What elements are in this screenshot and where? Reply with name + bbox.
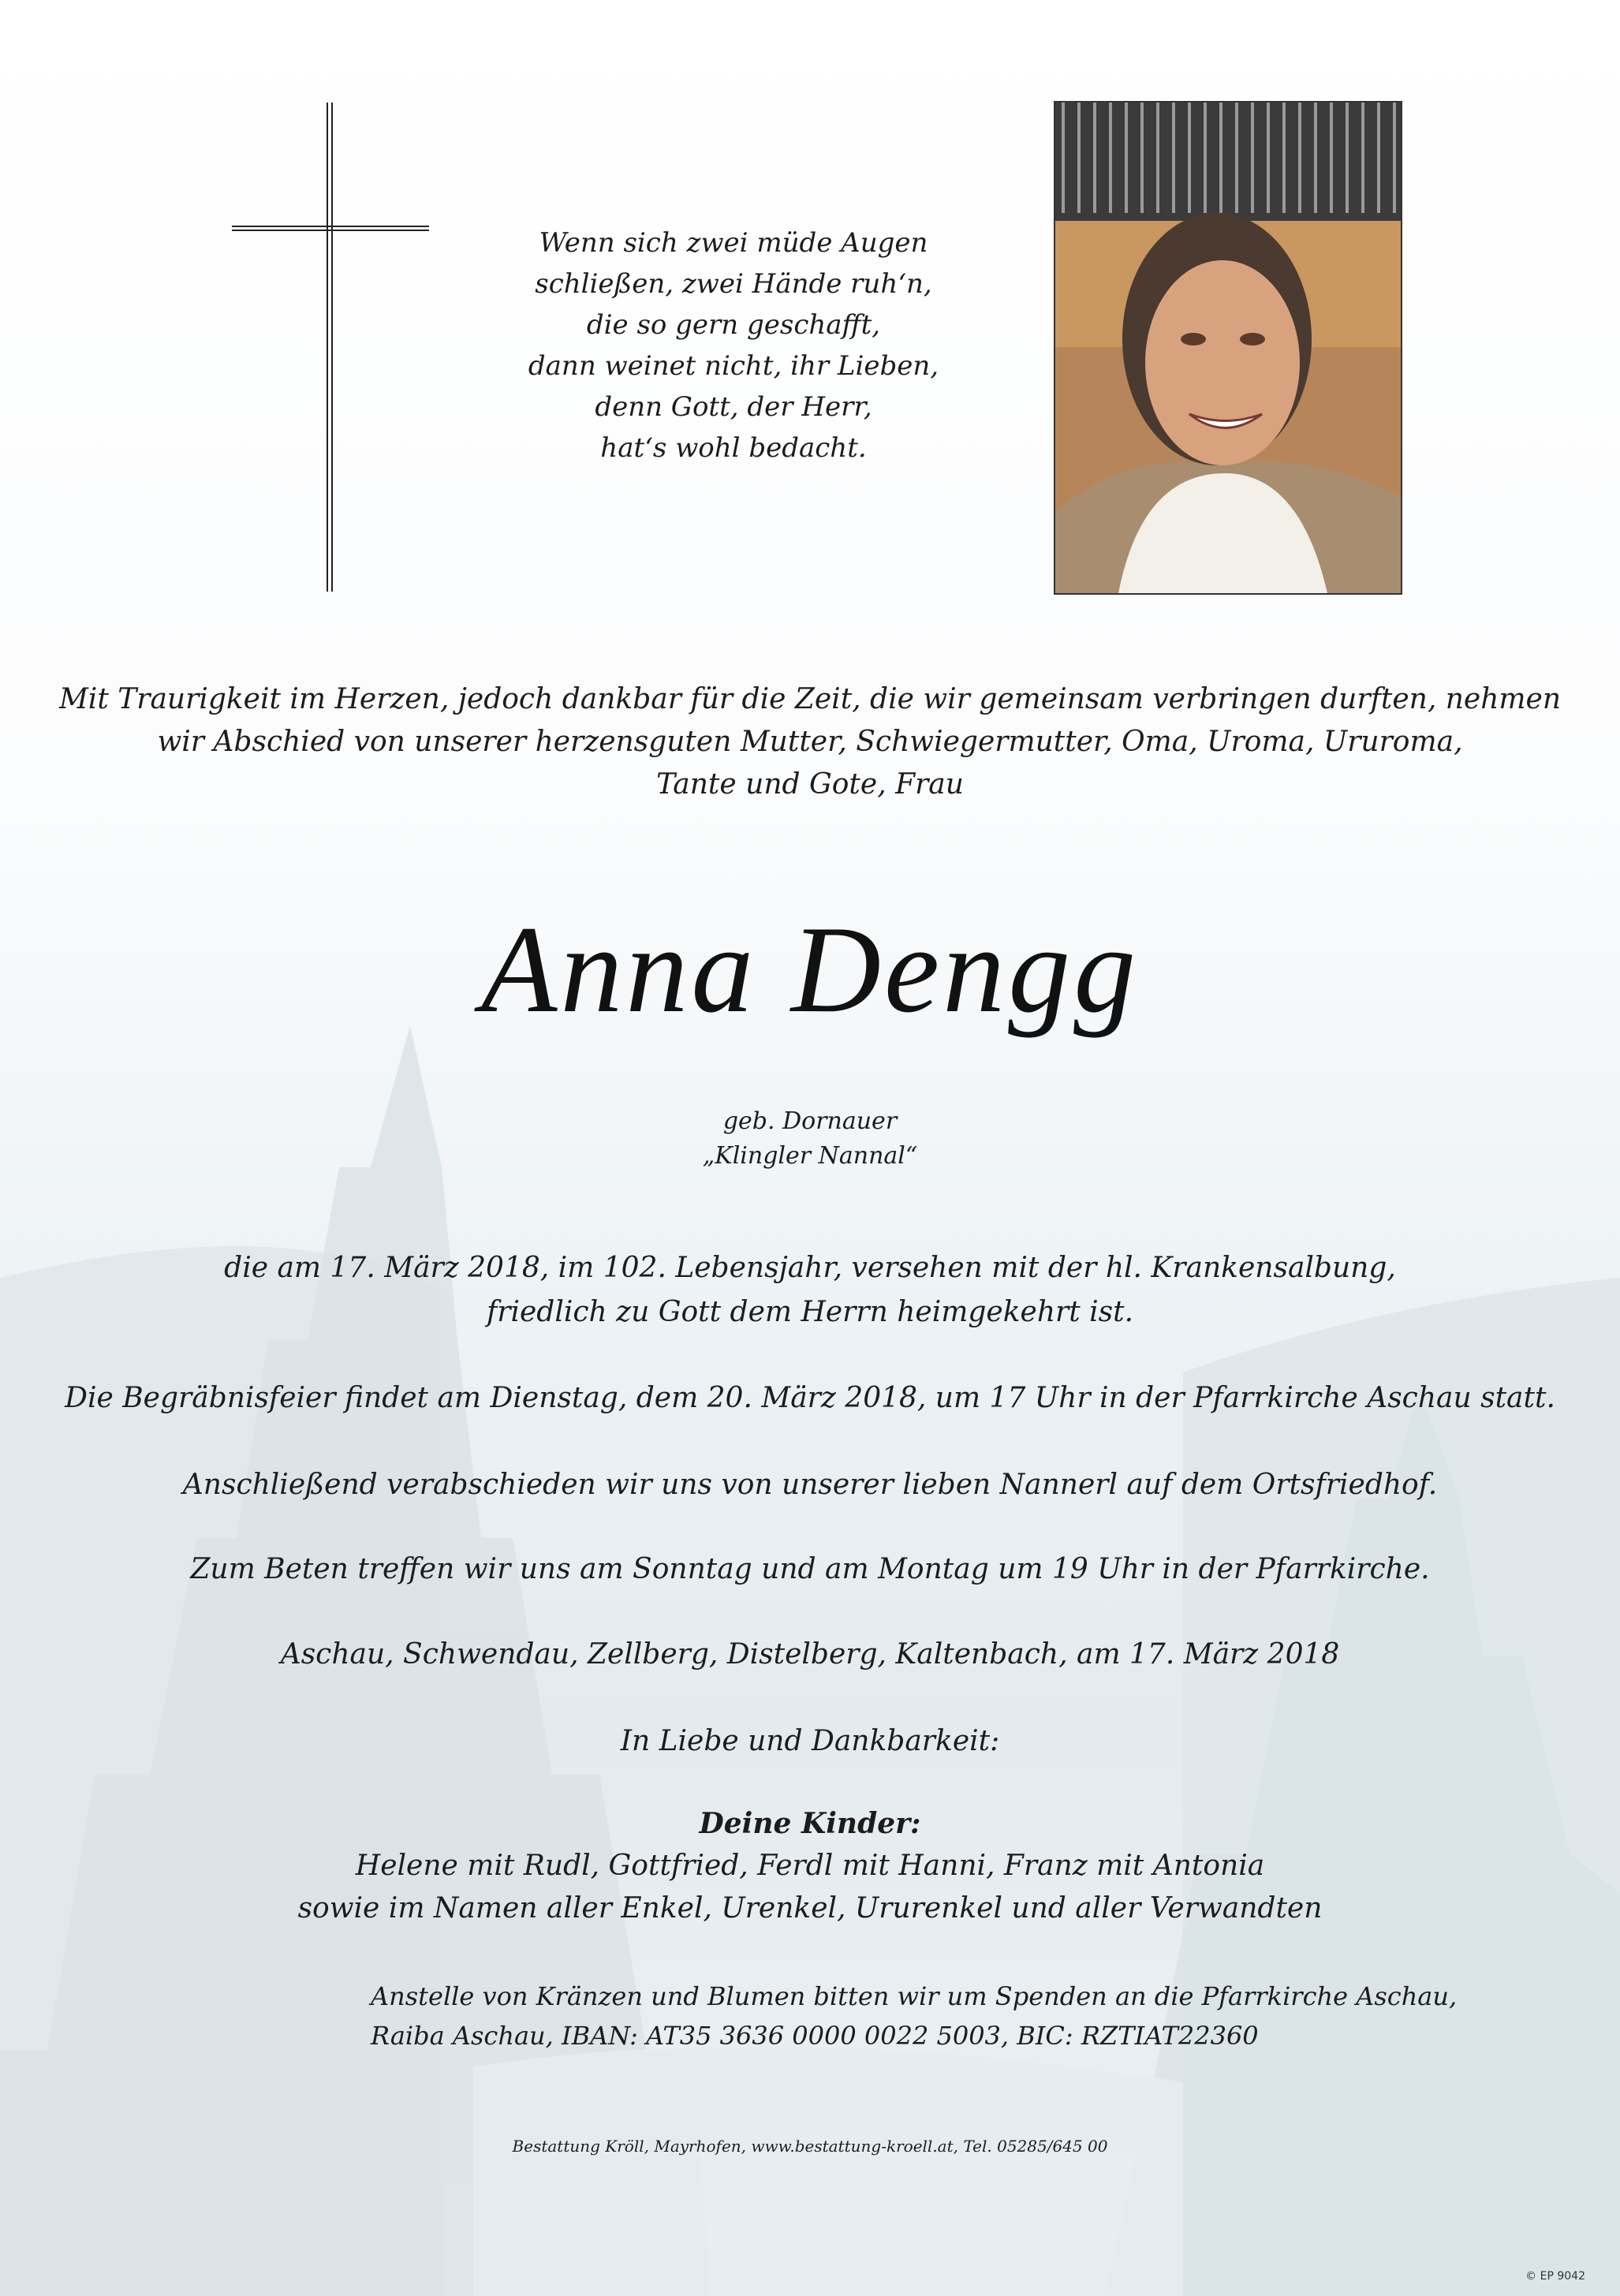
verse-line: denn Gott, der Herr, [595, 391, 872, 423]
donation-line: Raiba Aschau, IBAN: AT35 3636 0000 0022 5003, BIC: RZTIAT22360 [371, 2021, 1259, 2051]
nickname: „Klingler Nannal“ [702, 1142, 918, 1170]
donation-info [371, 1977, 1458, 2055]
verse-line: schließen, zwei Hände ruh‘n, [535, 268, 932, 300]
intro-line: Tante und Gote, Frau [656, 768, 964, 801]
death-notice-line: die am 17. März 2018, im 102. Lebensjahr, versehen mit der hl. Krankensalbung, [224, 1252, 1396, 1284]
portrait-photo [1054, 101, 1402, 595]
donation-line: Anstelle von Kränzen und Blumen bitten wir um Spenden an die Pfarrkirche Aschau, [371, 1981, 1458, 2011]
children-title: Deine Kinder: [699, 1807, 921, 1840]
deceased-name: Anna Dengg [480, 901, 1140, 1039]
memorial-verse [442, 222, 1025, 469]
verse-line: die so gern geschafft, [586, 309, 881, 341]
birth-name: geb. Dornauer [722, 1107, 898, 1135]
burial-info: Die Begräbnisfeier findet am Dienstag, dem 20. März 2018, um 17 Uhr in der Pfarrkirche Aschau statt. [65, 1382, 1555, 1414]
cross-bar [232, 226, 429, 230]
intro-line: wir Abschied von unserer herzensguten Mutter, Schwiegermutter, Oma, Uroma, Ururoma, [157, 726, 1463, 758]
children-line: sowie im Namen aller Enkel, Urenkel, Ururenkel und aller Verwandten [297, 1892, 1323, 1925]
children-line: Helene mit Rudl, Gottfried, Ferdl mit Hanni, Franz mit Antonia [355, 1850, 1265, 1882]
intro-text [0, 678, 1620, 806]
cross-icon [327, 103, 330, 592]
verse-line: Wenn sich zwei müde Augen [539, 227, 928, 259]
print-code: © EP 9042 [1525, 2270, 1585, 2283]
children-list [0, 1845, 1620, 1930]
death-notice [0, 1246, 1620, 1335]
intro-line: Mit Traurigkeit im Herzen, jedoch dankbar für die Zeit, die wir gemeinsam verbringen durften, nehmen [58, 683, 1562, 715]
verse-line: hat‘s wohl bedacht. [600, 432, 867, 464]
closing-phrase: In Liebe und Dankbarkeit: [620, 1725, 1000, 1757]
farewell-info: Anschließend verabschieden wir uns von unserer lieben Nannerl auf dem Ortsfriedhof. [182, 1469, 1438, 1501]
verse-line: dann weinet nicht, ihr Lieben, [528, 350, 939, 382]
death-notice-line: friedlich zu Gott dem Herrn heimgekehrt ist. [486, 1296, 1134, 1328]
prayer-info: Zum Beten treffen wir uns am Sonntag und am Montag um 19 Uhr in der Pfarrkirche. [190, 1553, 1430, 1585]
funeral-home-footer: Bestattung Kröll, Mayrhofen, www.bestattung-kroell.at, Tel. 05285/645 00 [512, 2137, 1108, 2156]
birth-info [0, 1104, 1620, 1174]
places-date: Aschau, Schwendau, Zellberg, Distelberg, Kaltenbach, am 17. März 2018 [280, 1638, 1340, 1671]
